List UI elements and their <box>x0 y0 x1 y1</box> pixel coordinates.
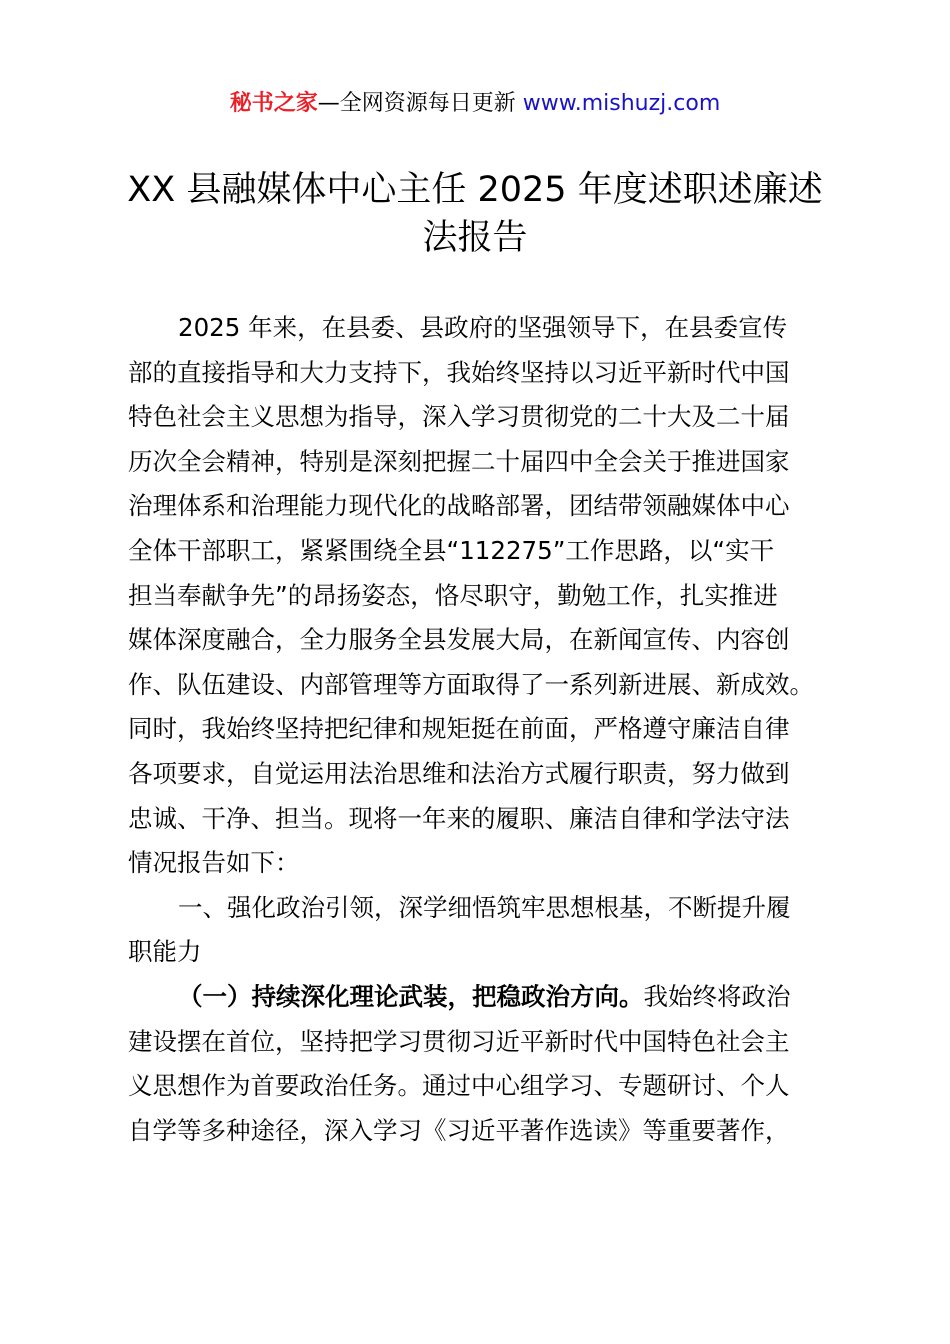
subsection-text: 我始终将政治 <box>643 981 791 1011</box>
paragraph-line: 自学等多种途径，深入学习《习近平著作选读》等重要著作， <box>128 1115 790 1145</box>
title-line: XX 县融媒体中心主任 2025 年度述职述廉述 <box>127 170 823 210</box>
paragraph-line: 部的直接指导和大力支持下，我始终坚持以习近平新时代中国 <box>128 357 790 387</box>
paragraph-line: 同时，我始终坚持把纪律和规矩挺在前面，严格遵守廉洁自律 <box>128 714 790 744</box>
paragraph-line: 全体干部职工，紧紧围绕全县“112275”工作思路，以“实干 <box>128 535 775 565</box>
paragraph-line: 担当奉献争先”的昂扬姿态，恪尽职守，勤勉工作，扎实推进 <box>128 580 778 610</box>
site-banner <box>0 88 950 120</box>
subsection-first-line <box>128 975 848 1020</box>
site-url-link[interactable]: www.mishuzj.com <box>522 91 721 116</box>
paragraph-line: 历次全会精神，特别是深刻把握二十届四中全会关于推进国家 <box>128 446 790 476</box>
paragraph-line: 建设摆在首位，坚持把学习贯彻习近平新时代中国特色社会主 <box>128 1026 790 1056</box>
paragraph-line: 情况报告如下： <box>128 848 300 878</box>
site-slogan: —全网资源每日更新 <box>317 91 516 116</box>
paragraph-line: 特色社会主义思想为指导，深入学习贯彻党的二十大及二十届 <box>128 402 790 432</box>
paragraph-line: 媒体深度融合，全力服务全县发展大局，在新闻宣传、内容创 <box>128 625 790 655</box>
title-line: 法报告 <box>422 218 528 258</box>
paragraph-line: 作、队伍建设、内部管理等方面取得了一系列新进展、新成效。 <box>128 669 814 699</box>
paragraph-line: 忠诚、干净、担当。现将一年来的履职、廉洁自律和学法守法 <box>128 803 790 833</box>
paragraph-line: 治理体系和治理能力现代化的战略部署，团结带领融媒体中心 <box>128 491 790 521</box>
paragraph-line: 义思想作为首要政治任务。通过中心组学习、专题研讨、个人 <box>128 1071 790 1101</box>
document-body <box>128 306 848 1153</box>
section-heading-line: 职能力 <box>128 937 202 967</box>
paragraph-line: 2025 年来，在县委、县政府的坚强领导下，在县委宣传 <box>178 313 788 342</box>
section-heading-line: 一、强化政治引领，深学细悟筑牢思想根基，不断提升履 <box>178 892 791 922</box>
paragraph-line: 各项要求，自觉运用法治思维和法治方式履行职责，努力做到 <box>128 758 790 788</box>
document-title <box>100 166 850 262</box>
site-brand: 秘书之家 <box>229 91 318 116</box>
subsection-heading: （一）持续深化理论武装，把稳政治方向。 <box>178 981 644 1011</box>
